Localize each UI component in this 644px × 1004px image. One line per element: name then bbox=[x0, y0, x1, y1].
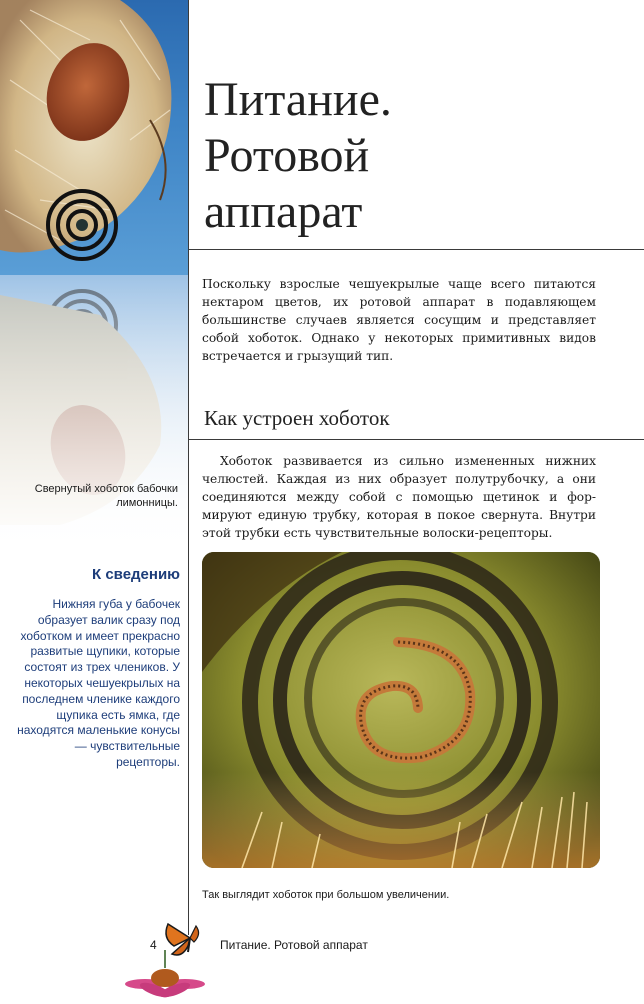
page-title-line-1: Питание. bbox=[204, 73, 392, 126]
flower-butterfly-illustration bbox=[120, 920, 215, 1004]
butterfly-head-photo bbox=[0, 0, 188, 275]
info-box-title: К сведению bbox=[92, 566, 180, 583]
info-box-text: Нижняя губа у бабочек образует валик сразу под хоботком и имеет прекрасно развитые щупики, которые состоят из трех члеников. У некоторых чешуекрылых на последнем членике каждого щупика есть ямка, где находятся маленькие конусы — чувствительные рецепторы. bbox=[17, 597, 180, 769]
butterfly-reflection-photo bbox=[0, 275, 188, 555]
column-divider bbox=[188, 0, 189, 935]
section-heading: Как устроен хоботок bbox=[204, 406, 390, 430]
main-photo-caption: Так выглядит хоботок при большом увеличении. bbox=[202, 889, 450, 901]
page-title-line-3: аппарат bbox=[204, 185, 363, 238]
page-title bbox=[204, 72, 634, 240]
body-paragraph: Хоботок развивается из сильно измененных нижних челюстей. Каждая из них образует полутрубочку, а они соединяются между собой с помощью щетинок и формируют единую трубку, которая в покое свернута. Внутри этой трубки есть чувствительные волоски-рецепторы. bbox=[202, 454, 596, 540]
intro-paragraph: Поскольку взрослые чешуекрылые чаще всего питаются нектаром цветов, их ротовой аппарат в подавляющем большинстве случаев является сосущим и представляет собой хоботок. Однако у некоторых примитивных видов встречается и грызущий тип. bbox=[202, 277, 596, 363]
title-rule bbox=[188, 249, 644, 250]
left-photo-caption: Свернутый хоботок бабочки лимонницы. bbox=[34, 483, 178, 509]
section-rule bbox=[188, 439, 644, 440]
page-number: 4 bbox=[150, 938, 157, 952]
running-title: Питание. Ротовой аппарат bbox=[220, 938, 368, 952]
page-title-line-2: Ротовой bbox=[204, 129, 370, 182]
left-column bbox=[0, 0, 188, 1000]
proboscis-closeup-photo bbox=[202, 552, 600, 868]
